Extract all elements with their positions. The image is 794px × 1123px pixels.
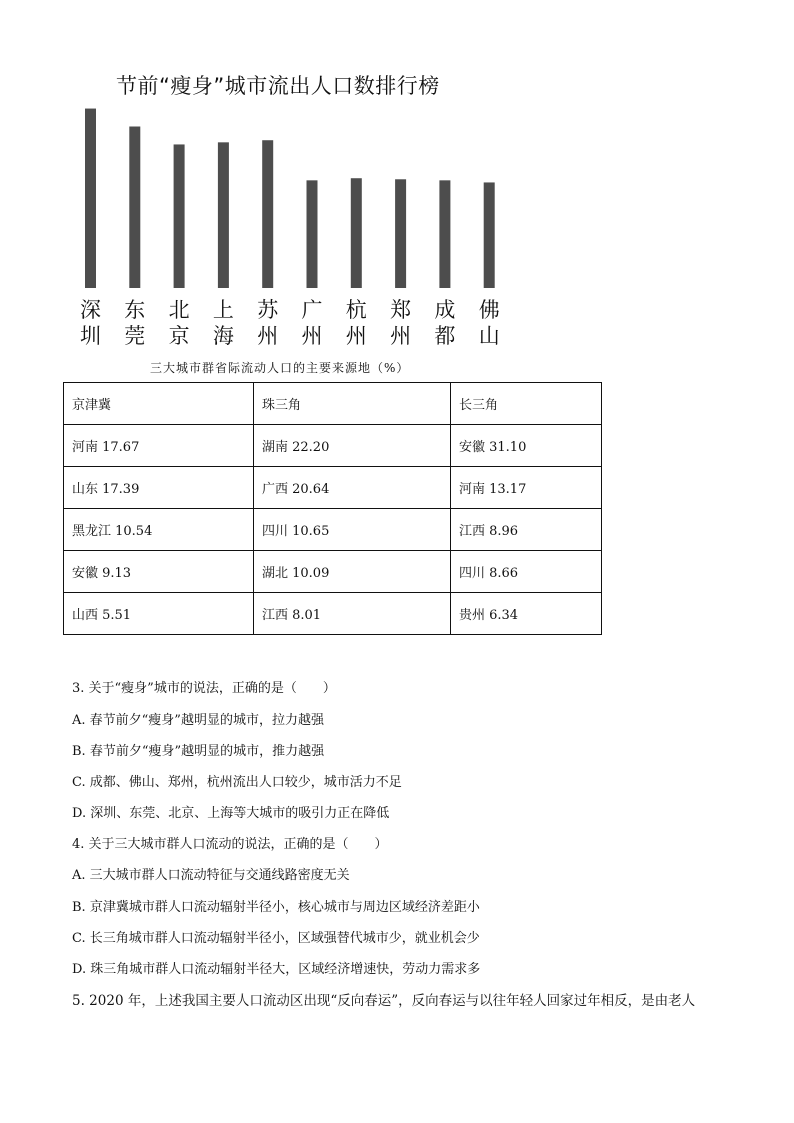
bar-5 bbox=[307, 180, 318, 288]
bar-3 bbox=[218, 142, 229, 288]
question-4-option-c: C. 长三角城市群人口流动辐射半径小，区域强替代城市少，就业机会少 bbox=[72, 931, 480, 946]
table-cell: 湖南 22.20 bbox=[254, 425, 451, 467]
question-4-option-d: D. 珠三角城市群人口流动辐射半径大，区域经济增速快，劳动力需求多 bbox=[72, 962, 481, 977]
table-row bbox=[64, 593, 602, 635]
table-row bbox=[64, 467, 602, 509]
table-cell: 山东 17.39 bbox=[64, 467, 254, 509]
table-cell: 广西 20.64 bbox=[254, 467, 451, 509]
city-label bbox=[123, 297, 147, 349]
bar-chart bbox=[0, 0, 794, 300]
table-row bbox=[64, 509, 602, 551]
table-cell: 山西 5.51 bbox=[64, 593, 254, 635]
question-4-stem: 4. 关于三大城市群人口流动的说法，正确的是（ ） bbox=[72, 837, 388, 852]
bar-8 bbox=[439, 180, 450, 288]
question-3-option-b: B. 春节前夕“瘦身”越明显的城市，推力越强 bbox=[72, 744, 325, 759]
city-label-char: 苏 bbox=[257, 298, 279, 322]
question-3-stem: 3. 关于“瘦身”城市的说法，正确的是（ ） bbox=[72, 681, 336, 696]
chart-title: 节前“瘦身”城市流出人口数排行榜 bbox=[116, 74, 440, 98]
city-label-char: 东 bbox=[124, 298, 146, 322]
city-label-char: 海 bbox=[212, 324, 234, 348]
question-5-stem: 5. 2020 年，上述我国主要人口流动区出现“反向春运”，反向春运与以往年轻人回家过年相反，是由老人 bbox=[72, 993, 696, 1009]
table-cell: 贵州 6.34 bbox=[451, 593, 602, 635]
city-label bbox=[477, 297, 501, 349]
header-changsanjiao: 长三角 bbox=[451, 383, 602, 425]
city-label bbox=[79, 297, 103, 349]
city-label-char: 郑 bbox=[390, 298, 412, 322]
city-label-char: 圳 bbox=[80, 324, 101, 348]
bar-1 bbox=[129, 127, 140, 289]
table-cell: 河南 17.67 bbox=[64, 425, 254, 467]
table-cell: 黑龙江 10.54 bbox=[64, 509, 254, 551]
city-label-char: 州 bbox=[301, 324, 323, 348]
question-3-option-c: C. 成都、佛山、郑州，杭州流出人口较少，城市活力不足 bbox=[72, 775, 402, 790]
city-label-char: 成 bbox=[434, 298, 456, 322]
city-label-char: 州 bbox=[345, 324, 367, 348]
table-cell: 四川 10.65 bbox=[254, 509, 451, 551]
table-header-row bbox=[64, 383, 602, 425]
table-caption: 三大城市群省际流动人口的主要来源地（%） bbox=[150, 361, 410, 375]
city-label-char: 京 bbox=[168, 324, 190, 348]
city-label bbox=[389, 297, 413, 349]
table-cell: 河南 13.17 bbox=[451, 467, 602, 509]
bar-6 bbox=[351, 178, 362, 288]
city-label-char: 深 bbox=[80, 298, 101, 322]
table-row bbox=[64, 551, 602, 593]
question-4-option-b: B. 京津冀城市群人口流动辐射半径小，核心城市与周边区域经济差距小 bbox=[72, 900, 480, 915]
city-label bbox=[211, 297, 235, 349]
bar-0 bbox=[85, 109, 96, 288]
city-label-char: 都 bbox=[434, 324, 456, 348]
city-label bbox=[344, 297, 368, 349]
city-label-char: 广 bbox=[301, 298, 323, 322]
city-label-char: 上 bbox=[212, 298, 234, 322]
table-row bbox=[64, 425, 602, 467]
question-3-option-a: A. 春节前夕“瘦身”越明显的城市，拉力越强 bbox=[72, 713, 324, 728]
city-label-char: 州 bbox=[257, 324, 279, 348]
city-label-char: 山 bbox=[478, 324, 500, 348]
table-cell: 湖北 10.09 bbox=[254, 551, 451, 593]
bar-4 bbox=[262, 140, 273, 288]
bar-7 bbox=[395, 179, 406, 288]
city-label-char: 州 bbox=[390, 324, 412, 348]
table-cell: 四川 8.66 bbox=[451, 551, 602, 593]
city-label bbox=[433, 297, 457, 349]
table-cell: 江西 8.01 bbox=[254, 593, 451, 635]
city-label-char: 佛 bbox=[478, 298, 500, 322]
city-label-char: 莞 bbox=[124, 324, 146, 348]
question-3-option-d: D. 深圳、东莞、北京、上海等大城市的吸引力正在降低 bbox=[72, 806, 390, 821]
bar-9 bbox=[484, 182, 495, 288]
table-cell: 安徽 9.13 bbox=[64, 551, 254, 593]
source-table bbox=[63, 382, 602, 635]
city-label-char: 北 bbox=[168, 298, 190, 322]
question-4-option-a: A. 三大城市群人口流动特征与交通线路密度无关 bbox=[72, 868, 350, 883]
city-label bbox=[167, 297, 191, 349]
table-cell: 安徽 31.10 bbox=[451, 425, 602, 467]
bar-2 bbox=[174, 144, 185, 288]
city-label-char: 杭 bbox=[345, 298, 367, 322]
city-label bbox=[256, 297, 280, 349]
table-cell: 江西 8.96 bbox=[451, 509, 602, 551]
header-jingjinji: 京津冀 bbox=[64, 383, 254, 425]
city-label bbox=[300, 297, 324, 349]
header-zhusanjiao: 珠三角 bbox=[254, 383, 451, 425]
